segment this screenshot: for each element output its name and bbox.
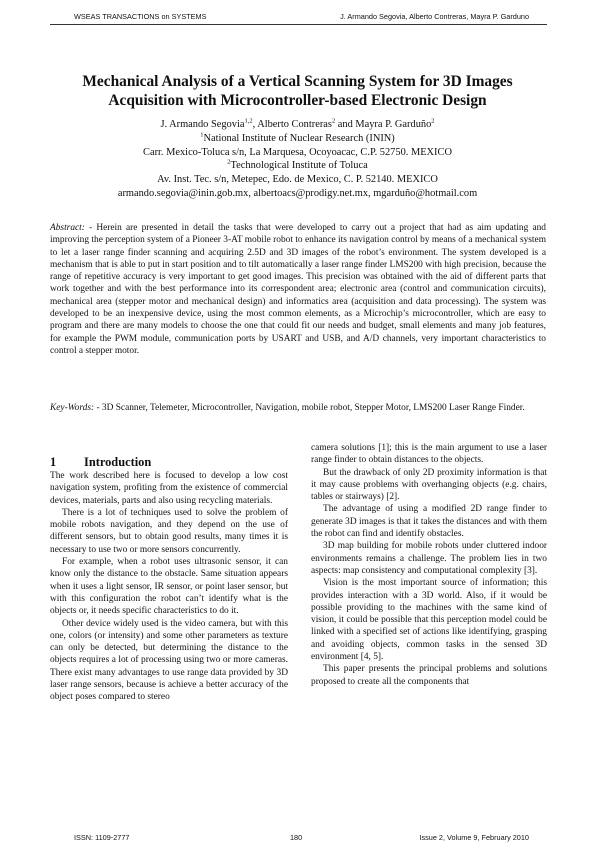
- keywords-label: Key-Words:: [50, 403, 95, 413]
- paragraph: There is a lot of techniques used to solve the problem of mobile robots navigation, and they depend on the use of different sensors, but to obtain good results, many times it is necessary to use two or more sensors concurrently.: [50, 507, 288, 555]
- author-names: J. Armando Segovia$^{1,2}$, Alberto Contreras$^2$ and Mayra P. Garduño$^2$: [160, 117, 435, 130]
- keywords-text: - 3D Scanner, Telemeter, Microcontroller, Navigation, mobile robot, Stepper Motor, LMS200 Laser Range Finder.: [94, 403, 525, 413]
- title-line-1: Mechanical Analysis of a Vertical Scanning System for 3D Images: [82, 73, 513, 90]
- abstract-text: - Herein are presented in detail the tasks that were developed to carry out a project that had as aim updating and improving the perception system of a Pioneer 3-AT mobile robot to enhance its navigation control by means of a mechanical system to let a laser range finder scanning and acquiring 2.5D and 3D images of the robot’s environment. The system developed is a mechanism that is able to put in start position and to tilt automatically a laser range finder LMS200 with high precision, because the range of repetitive accuracy is very important to get good images. This precision was obtained with the aid of different parts that work together and with the best performance into its correspondent area; electronic area (control and communication circuits), mechanical area (stepper motor and mechanical design) and informatics area (acquisition and data processing). The system was developed to be an inexpensive device, using the most common elements, as a Microchip’s microcontroller, which are easy to program and there are many models to choose the one that could fit our needs and budget, small elements and many job features, for example the PWM module, communication ports by USART and USB, and A/D channels, very important characteristics to control a stepper motor.: [50, 223, 546, 356]
- abstract: [50, 222, 546, 357]
- author-block: [40, 118, 555, 201]
- left-column: [50, 455, 288, 704]
- affiliation-2: $^2$Technological Institute of Toluca: [227, 158, 368, 172]
- header-rule: [50, 24, 547, 25]
- section-heading: [50, 455, 288, 469]
- paragraph: The advantage of using a modified 2D range finder to generate 3D images is that it takes the distances and with them the robot can find and identify obstacles.: [311, 504, 547, 540]
- paper-title: [40, 72, 555, 110]
- footer-issue: Issue 2, Volume 9, February 2010: [419, 833, 529, 842]
- paragraph: This paper presents the principal problems and solutions proposed to create all the components that: [311, 664, 547, 687]
- abstract-label: Abstract:: [50, 223, 85, 233]
- paragraph: 3D map building for mobile robots under cluttered indoor environments remains a challenge. The problem lies in two aspects: map consistency and computational complexity [3].: [311, 541, 547, 576]
- section-number: 1: [50, 455, 57, 469]
- paragraph: The work described here is focused to develop a low cost navigation system, profiting from the existence of commercial devices, materials, parts and also using recycling materials.: [50, 471, 288, 506]
- affiliation-2-address: Av. Inst. Tec. s/n, Metepec, Edo. de Mexico, C. P. 52140. MEXICO: [157, 174, 438, 186]
- section-title: Introduction: [84, 455, 152, 469]
- header-authors: J. Armando Segovia, Alberto Contreras, Mayra P. Garduno: [340, 12, 529, 21]
- footer-issn: ISSN: 1109-2777: [74, 833, 130, 842]
- page-number: 180: [290, 833, 303, 842]
- author-emails: armando.segovia@inin.gob.mx, albertoacs@prodigy.net.mx, mgarduño@hotmail.com: [117, 187, 478, 199]
- right-column: [311, 442, 547, 688]
- paragraph: camera solutions [1]; this is the main argument to use a laser range finder to obtain distances to the objects.: [311, 443, 547, 466]
- journal-name: WSEAS TRANSACTIONS on SYSTEMS: [74, 12, 207, 21]
- paragraph: But the drawback of only 2D proximity information is that it may cause problems with overhanging objects (e.g. chairs, tables or stairways) [2].: [311, 467, 547, 503]
- paragraph: For example, when a robot uses ultrasonic sensor, it can know only the distance to the obstacle. Same situation appears when it uses a light sensor, IR sensor, or point laser sensor, but with this configuration the robot can’t identify what is the objects or, it needs specific characteristics to do it.: [50, 557, 288, 617]
- paragraph: Other device widely used is the video camera, but with this one, colors (or intensity) and some other parameters as texture can only be detected, but determining the distance to the objects requires a lot of processing using two or more cameras. There exist many advantages to use range data provided by 3D laser range sensors, because is achieve a better accuracy of the object poses compared to stereo: [50, 618, 288, 703]
- title-line-2: Acquisition with Microcontroller-based Electronic Design: [108, 92, 487, 109]
- affiliation-1-address: Carr. Mexico-Toluca s/n, La Marquesa, Ocoyoacac, C.P. 52750. MEXICO: [143, 146, 452, 158]
- paragraph: Vision is the most important source of information; this provides interaction with a 3D world. Also, if it would be possible providing to the machines with the same kind of vision, it could be possible that this perception model could be linked with a specified set of actions like identifying, grasping and avoiding objects, common tasks in the sensed 3D environment [4, 5].: [311, 578, 547, 663]
- affiliation-1: $^1$National Institute of Nuclear Research (ININ): [200, 131, 395, 144]
- keywords: [50, 402, 546, 414]
